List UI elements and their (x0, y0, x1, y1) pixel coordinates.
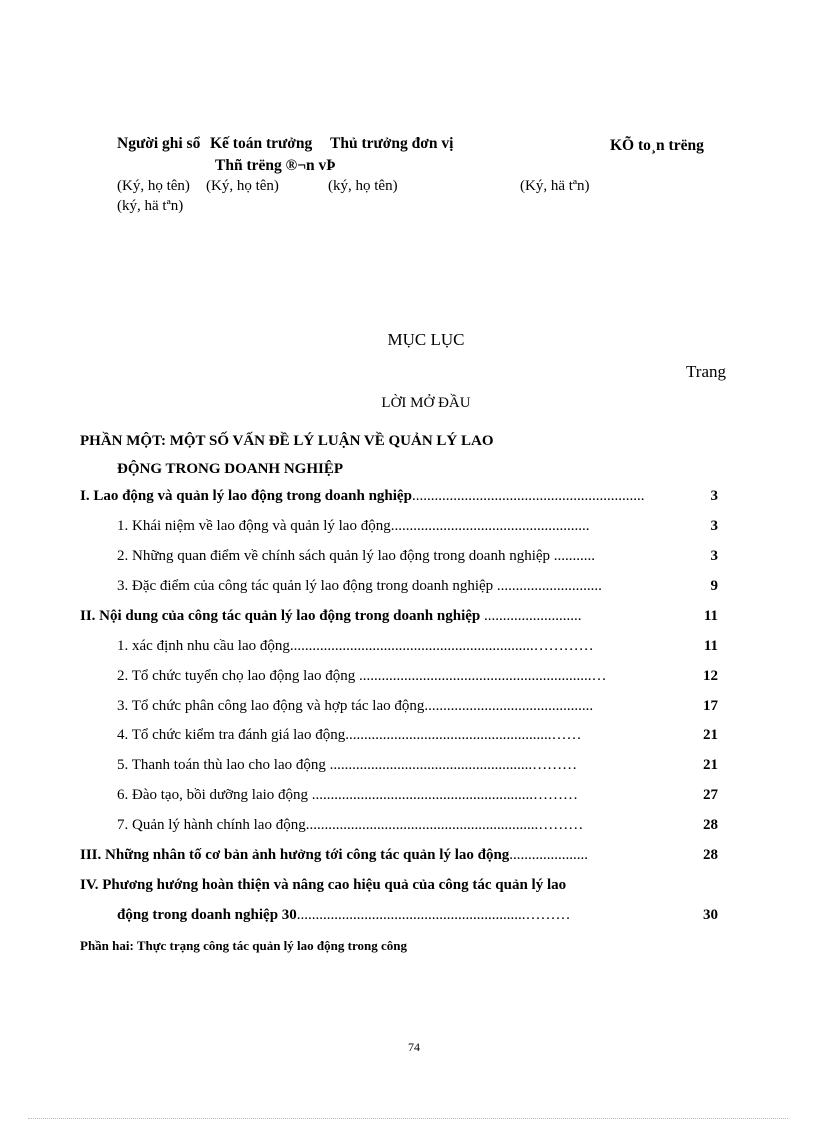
toc-entry-page: 3 (710, 488, 718, 504)
toc-entry[interactable] (117, 787, 718, 804)
toc-part-one-heading-cont: ĐỘNG TRONG DOANH NGHIỆP (117, 461, 343, 477)
toc-entry-text: II. Nội dung của công tác quản lý lao động trong doanh nghiệp (80, 608, 481, 624)
toc-entry[interactable] (80, 847, 718, 864)
toc-title: MỤC LỤC (387, 330, 465, 349)
toc-entry-leader: ..............................................................… (355, 668, 607, 684)
toc-page-column-label: Trang (686, 362, 726, 381)
toc-entry-text: III. Những nhân tố cơ bản ảnh hưởng tới công tác quản lý lao động (80, 847, 510, 863)
toc-entry[interactable] (117, 578, 718, 595)
toc-entry[interactable] (117, 518, 718, 535)
toc-entry-text: 6. Đào tạo, bồi dưỡng laio động (117, 787, 309, 803)
toc-entry-text: 1. Khái niệm về lao động và quản lý lao động (117, 518, 391, 534)
toc-entry-leader: ..................................................... (390, 518, 590, 534)
toc-entry[interactable] (117, 907, 718, 924)
toc-entry-text: 4. Tổ chức kiểm tra đánh giá lao động (117, 727, 346, 743)
toc-entry-page: 11 (703, 638, 718, 654)
signature-hint-1: (Ký, họ tên) (117, 178, 190, 194)
toc-entry-text: 3. Đặc điểm của công tác quản lý lao động trong doanh nghiệp (117, 578, 494, 594)
toc-entry-leader: .................................................................………… (289, 638, 594, 654)
toc-entry[interactable] (117, 727, 718, 744)
toc-entry-leader: ...........................................................……… (308, 787, 579, 803)
toc-entry[interactable] (117, 817, 718, 834)
toc-entry-text: 1. xác định nhu cầu lao động (117, 638, 290, 654)
toc-entry[interactable] (117, 757, 718, 774)
toc-entry[interactable] (117, 698, 718, 715)
signature-label-chief-accountant: Kế toán trưởng (210, 135, 313, 152)
signature-hint-5: (ký, hä tªn) (117, 198, 184, 214)
signature-label-unit-head: Thủ trưởng đơn vị (330, 135, 454, 152)
toc-entry[interactable] (80, 488, 718, 505)
toc-entry-page: 11 (703, 608, 718, 624)
toc-entry-text: I. Lao động và quản lý lao động trong doanh nghiệp (80, 488, 412, 504)
toc-entry-leader: .............................................................. (411, 488, 645, 504)
toc-entry-page: 21 (703, 727, 718, 743)
toc-entry-page: 9 (710, 578, 718, 594)
toc-entry-text: 3. Tổ chức phân công lao động và hợp tác lao động (117, 698, 425, 714)
toc-entry-page: 3 (710, 518, 718, 534)
toc-entry-text: IV. Phương hướng hoàn thiện và nâng cao hiệu quả của công tác quản lý lao (80, 877, 567, 893)
toc-entry-leader: .............................................................……… (296, 907, 571, 923)
toc-entry[interactable] (117, 668, 718, 685)
toc-entry-text: 7. Quản lý hành chính lao động (117, 817, 306, 833)
signature-hint-4: (Ký, hä tªn) (520, 178, 590, 194)
signature-label-chief-accountant-garbled: KÕ to¸n trëng (610, 137, 704, 154)
toc-part-one-heading: PHẦN MỘT: MỘT SỐ VẤN ĐỀ LÝ LUẬN VỀ QUẢN LÝ LAO (80, 433, 494, 449)
toc-entry-leader: ............................ (493, 578, 602, 594)
toc-entry-page: 28 (703, 847, 718, 863)
toc-entry-page: 3 (710, 548, 718, 564)
toc-entry-leader: ............................................. (424, 698, 594, 714)
toc-entry-leader: .......................... (480, 608, 582, 624)
toc-entry-text: 2. Tổ chức tuyển chọ lao động lao động (117, 668, 356, 684)
toc-entry-leader: .......................................................…… (345, 727, 582, 743)
toc-entry-page: 17 (703, 698, 718, 714)
signature-label-unit-head-garbled: Thñ trëng ®¬n vÞ (215, 157, 336, 174)
toc-entry-leader: ..............................................................……… (305, 817, 584, 833)
footer-divider (28, 1118, 788, 1119)
toc-entry-page: 12 (703, 668, 718, 684)
toc-entry-leader: ..................... (509, 847, 589, 863)
toc-entry-page: 28 (703, 817, 718, 833)
page-number: 74 (408, 1040, 420, 1054)
toc-entry-text: 5. Thanh toán thù lao cho lao động (117, 757, 326, 773)
toc-entry[interactable] (80, 877, 718, 894)
signature-hint-3: (ký, họ tên) (328, 178, 398, 194)
toc-part-two-heading: Phần hai: Thực trạng công tác quản lý lao động trong công (80, 938, 407, 953)
toc-entry-text: 2. Những quan điểm về chính sách quản lý lao động trong doanh nghiệp (117, 548, 551, 564)
toc-entry[interactable] (80, 608, 718, 625)
toc-entry-text: động trong doanh nghiệp 30 (117, 907, 297, 923)
signature-label-recorder: Người ghi sổ (117, 135, 201, 152)
toc-entry-page: 27 (703, 787, 718, 803)
signature-hint-2: (Ký, họ tên) (206, 178, 279, 194)
toc-entry-page: 30 (703, 907, 718, 923)
toc-entry-page: 21 (703, 757, 718, 773)
toc-intro-heading: LỜI MỞ ĐẦU (381, 395, 471, 411)
toc-entry-leader: ......................................................……… (325, 757, 578, 773)
toc-entry-leader: ........... (550, 548, 596, 564)
toc-entry[interactable] (117, 638, 718, 655)
toc-entry[interactable] (117, 548, 718, 565)
